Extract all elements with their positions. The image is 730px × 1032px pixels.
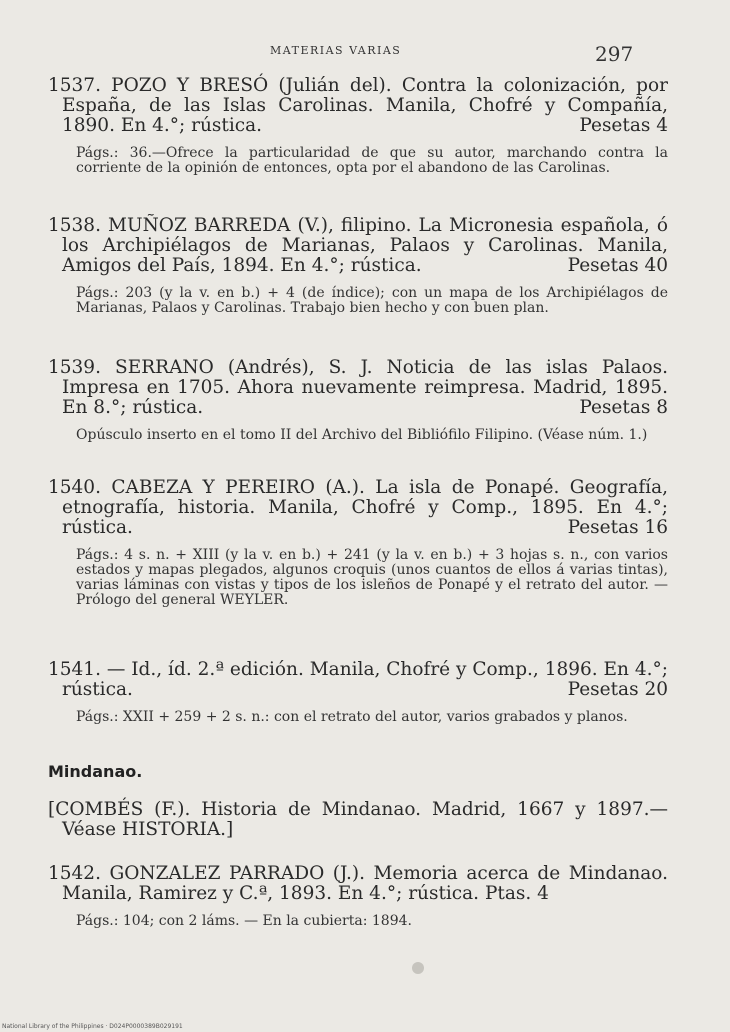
entry-text	[48, 800, 668, 840]
entry-text	[48, 358, 668, 418]
entry-note: Págs.: 104; con 2 láms. — En la cubierta: 1894.	[76, 913, 412, 929]
entry-text	[48, 660, 668, 700]
entry-main-text: 1541. — Id., íd. 2.ª edición. Manila, Chofré y Comp., 1896. En 4.°; rústica.	[48, 659, 668, 700]
catalog-entry-1538	[48, 216, 668, 316]
entry-main-text: 1540. CABEZA Y PEREIRO (A.). La isla de Ponapé. Geografía, etnografía, historia. Manila, Chofré y Comp., 1895. En 4.°; rústica.	[48, 477, 668, 538]
entry-text	[48, 216, 668, 276]
page-number: 297	[595, 42, 634, 66]
catalog-entry-1540	[48, 478, 668, 608]
entry-note: Págs.: 203 (y la v. en b.) + 4 (de índice); con un mapa de los Archipiélagos de Marianas, Palaos y Carolinas. Trabajo bien hecho y con buen plan.	[76, 285, 668, 316]
entry-text	[48, 478, 668, 538]
footer-watermark: National Library of the Philippines · D024P0000389B029191	[2, 1023, 183, 1030]
running-head: MATERIAS VARIAS	[270, 44, 402, 57]
page-smudge	[412, 962, 424, 974]
entry-price: Pesetas 40	[567, 255, 668, 276]
entry-price: Pesetas 20	[567, 679, 668, 700]
entry-note: Págs.: XXII + 259 + 2 s. n.: con el retrato del autor, varios grabados y planos.	[76, 709, 628, 725]
catalog-entry-1541	[48, 660, 668, 725]
catalog-entry-combes	[48, 800, 668, 840]
entry-text	[48, 864, 668, 904]
entry-main-text: [COMBÉS (F.). Historia de Mindanao. Madrid, 1667 y 1897.— Véase HISTORIA.]	[48, 799, 668, 840]
entry-note: Págs.: 4 s. n. + XIII (y la v. en b.) + 241 (y la v. en b.) + 3 hojas s. n., con varios estados y mapas plegados, algunos croquis (unos cuantos de ellos á varias tintas), varias láminas con vistas y tipos de los isleños de Ponapé y el retrato del autor. — Prólogo del general WEYLER.	[76, 547, 668, 608]
entry-price: Pesetas 4	[579, 115, 668, 136]
entry-note: Opúsculo inserto en el tomo II del Archivo del Bibliófilo Filipino. (Véase núm. 1.)	[76, 427, 648, 443]
section-heading: Mindanao.	[48, 762, 143, 781]
entry-main-text: 1537. POZO Y BRESÓ (Julián del). Contra la colonización, por España, de las Islas Carolinas. Manila, Chofré y Compañía, 1890. En 4.°; rústica.	[48, 75, 668, 136]
entry-text	[48, 76, 668, 136]
catalog-entry-1542	[48, 864, 668, 929]
entry-main-text: 1542. GONZALEZ PARRADO (J.). Memoria acerca de Mindanao. Manila, Ramirez y C.ª, 1893. En 4.°; rústica. Ptas. 4	[48, 863, 668, 904]
entry-price: Pesetas 8	[579, 397, 668, 418]
entry-main-text: 1539. SERRANO (Andrés), S. J. Noticia de las islas Palaos. Impresa en 1705. Ahora nuevamente reimpresa. Madrid, 1895. En 8.°; rústica.	[48, 357, 668, 418]
entry-note: Págs.: 36.—Ofrece la particularidad de que su autor, marchando contra la corriente de la opinión de entonces, opta por el abandono de las Carolinas.	[76, 145, 668, 176]
entry-price: Pesetas 16	[567, 517, 668, 538]
catalog-entry-1539	[48, 358, 668, 443]
entry-main-text: 1538. MUÑOZ BARREDA (V.), filipino. La Micronesia española, ó los Archipiélagos de Marianas, Palaos y Carolinas. Manila, Amigos del País, 1894. En 4.°; rústica.	[48, 215, 668, 276]
catalog-entry-1537	[48, 76, 668, 176]
